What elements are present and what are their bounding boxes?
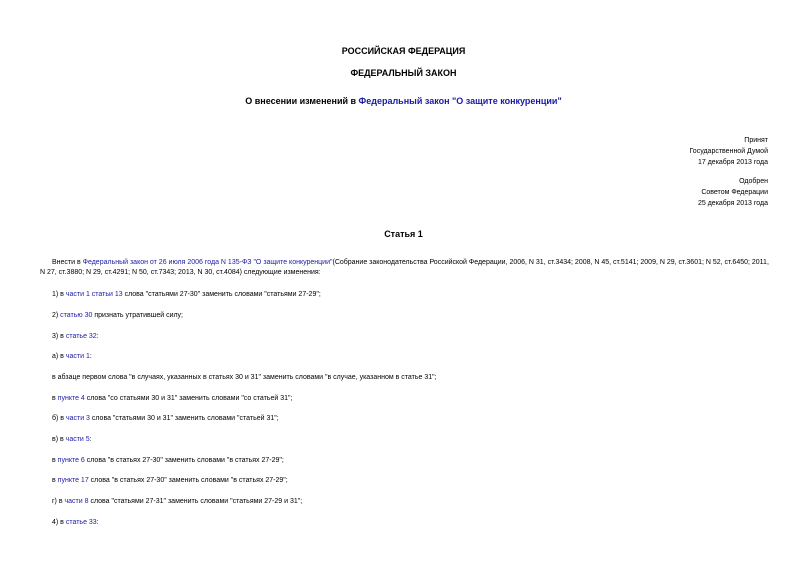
item-3a-2-post: слова "со статьями 30 и 31" заменить словами "со статьей 31"; <box>84 395 293 402</box>
item-3g-post: слова "статьями 27-31" заменить словами "статьями 27-29 и 31"; <box>88 498 303 505</box>
item-2-pre: 2) <box>52 312 61 319</box>
doc-type-heading: ФЕДЕРАЛЬНЫЙ ЗАКОН <box>350 68 457 78</box>
item-3a-pre: а) в <box>52 353 66 360</box>
item-1-post: слова "статьями 27-30" заменить словами "статьями 27-29"; <box>122 291 321 298</box>
item-3a-2 <box>52 394 292 404</box>
item-4-pre: 4) в <box>52 519 66 526</box>
item-3b <box>52 414 279 424</box>
item-3g-pre: г) в <box>52 498 65 505</box>
item-3v-1-post: слова "в статьях 27-30" заменить словами "в статьях 27-29"; <box>84 457 284 464</box>
item-3v-1 <box>52 456 284 466</box>
item-4-post: : <box>96 519 99 526</box>
item-3v <box>52 435 92 445</box>
accepted-label: Принят <box>744 137 768 144</box>
approved-block <box>698 176 768 209</box>
item-3v-2-link[interactable]: пункте 17 <box>57 477 89 484</box>
accepted-date: 17 декабря 2013 года <box>697 159 768 166</box>
accepted-by: Государственной Думой <box>689 148 768 155</box>
country-heading: РОССИЙСКАЯ ФЕДЕРАЦИЯ <box>341 46 466 56</box>
item-1-link[interactable]: части 1 статьи 13 <box>65 291 123 298</box>
law-title <box>0 96 807 106</box>
approved-by: Советом Федерации <box>701 189 768 196</box>
intro-law-link[interactable]: Федеральный закон от 26 июля 2006 года N 135-ФЗ "О защите конкуренции" <box>82 259 333 266</box>
item-3v-2-post: слова "в статьях 27-30" заменить словами "в статьях 27-29"; <box>88 477 288 484</box>
item-2-post: признать утратившей силу; <box>92 312 184 319</box>
law-title-link[interactable]: Федеральный закон "О защите конкуренции" <box>358 96 562 106</box>
item-4 <box>52 518 99 528</box>
item-3a-link[interactable]: части 1 <box>65 353 90 360</box>
item-3v-2-pre: в <box>52 477 58 484</box>
item-3v-2 <box>52 476 288 486</box>
item-3a-1: в абзаце первом слова "в случаях, указанных в статьях 30 и 31" заменить словами "в случае, указанном в статье 31"; <box>52 374 437 381</box>
item-3a-2-pre: в <box>52 395 58 402</box>
item-3-pre: 3) в <box>52 333 66 340</box>
item-2 <box>52 311 183 321</box>
item-3v-1-link[interactable]: пункте 6 <box>57 457 85 464</box>
item-3b-post: слова "статьями 30 и 31" заменить словами "статьей 31"; <box>89 415 279 422</box>
intro-prefix: Внести в <box>52 259 83 266</box>
article-intro <box>40 258 770 278</box>
article-heading: Статья 1 <box>384 229 423 239</box>
item-3v-pre: в) в <box>52 436 66 443</box>
approved-date: 25 декабря 2013 года <box>697 200 768 207</box>
approved-label: Одобрен <box>739 178 768 185</box>
item-3a-2-link[interactable]: пункте 4 <box>57 395 85 402</box>
item-3b-link[interactable]: части 3 <box>65 415 90 422</box>
item-3-link[interactable]: статье 32 <box>65 333 97 340</box>
law-title-prefix: О внесении изменений в <box>245 96 359 106</box>
item-3a <box>52 352 92 362</box>
item-3 <box>52 332 99 342</box>
item-3-post: : <box>96 333 99 340</box>
item-3g-link[interactable]: части 8 <box>64 498 89 505</box>
item-3g <box>52 497 302 507</box>
intro-rest: (Собрание законодательства Российской Федерации, 2006, N 31, ст.3434; 2008, N 45, ст.5141; 2009, N 29, ст.3601; N 52, ст.6450; 2011, N 27, ст.3880; N 29, ст.4291; N 50, ст.7343; 2013, N 30, ст.4084) следующие изменения: <box>40 259 769 276</box>
item-3a-post: : <box>89 353 92 360</box>
item-1-pre: 1) в <box>52 291 66 298</box>
item-4-link[interactable]: статье 33 <box>65 519 97 526</box>
item-3v-post: : <box>89 436 92 443</box>
accepted-block <box>689 135 768 168</box>
item-3v-1-pre: в <box>52 457 58 464</box>
item-3v-link[interactable]: части 5 <box>65 436 90 443</box>
item-2-link[interactable]: статью 30 <box>60 312 93 319</box>
item-1 <box>52 290 321 300</box>
item-3b-pre: б) в <box>52 415 66 422</box>
